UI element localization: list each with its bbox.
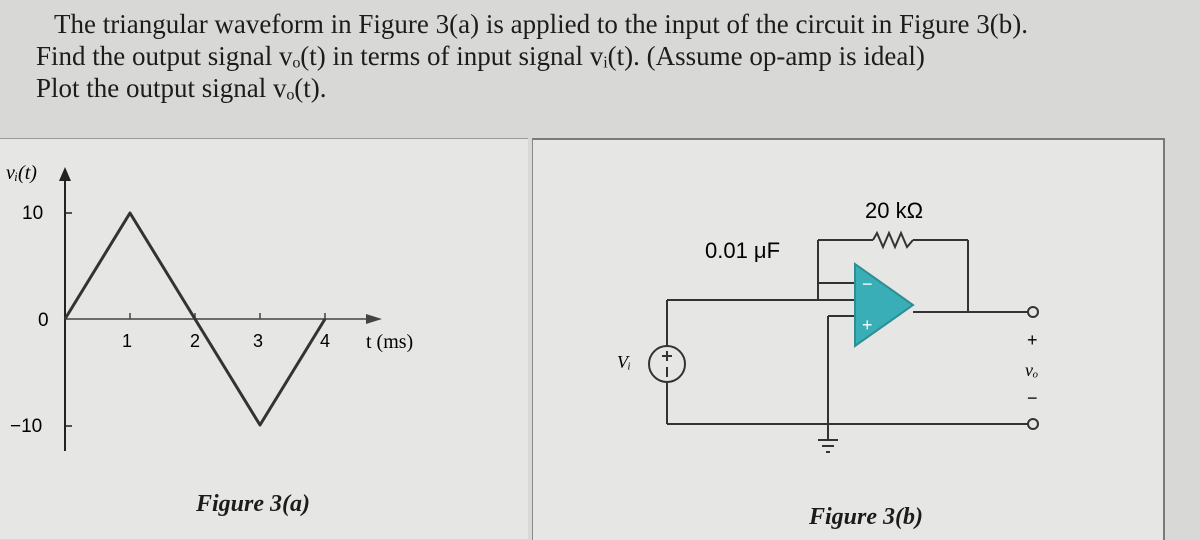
- y-axis-label: vᵢ(t): [6, 162, 37, 184]
- figure-3a: [0, 138, 528, 539]
- x-axis-label: t (ms): [366, 331, 414, 353]
- opamp-plus-label: +: [862, 315, 873, 335]
- opamp-minus-label: −: [862, 274, 873, 294]
- output-label: vₒ: [1025, 360, 1039, 380]
- resistor-label: 20 kΩ: [865, 198, 924, 223]
- figure-3a-caption: Figure 3(a): [196, 491, 310, 517]
- x-axis-arrow-icon: [366, 314, 382, 324]
- capacitor-label: 0.01 μF: [705, 238, 781, 263]
- x-tick-4: 4: [320, 331, 331, 351]
- y-tick-0: 0: [38, 310, 49, 331]
- output-terminal-plus: [1028, 307, 1038, 317]
- y-tick-10: 10: [22, 203, 44, 224]
- circuit-schematic: [533, 140, 1163, 540]
- resistor-zigzag: [873, 233, 913, 247]
- output-terminal-minus: [1028, 419, 1038, 429]
- output-minus-label: −: [1027, 388, 1038, 408]
- x-tick-2: 2: [190, 331, 201, 351]
- problem-line-2: Find the output signal vₒ(t) in terms of input signal vᵢ(t). (Assume op-amp is ideal): [36, 41, 925, 71]
- waveform-plot: [0, 139, 528, 539]
- figure-3b: [532, 138, 1165, 540]
- output-plus-label: +: [1027, 330, 1038, 350]
- problem-line-1: The triangular waveform in Figure 3(a) is applied to the input of the circuit in Figure 3(b).: [54, 9, 1028, 39]
- problem-statement: [36, 8, 1156, 104]
- problem-line-3: Plot the output signal vₒ(t).: [36, 73, 327, 103]
- y-axis-arrow-icon: [59, 167, 71, 181]
- figure-3b-caption: Figure 3(b): [809, 504, 923, 530]
- x-tick-3: 3: [253, 331, 264, 351]
- x-tick-1: 1: [122, 331, 133, 351]
- y-tick-neg10: −10: [10, 416, 43, 437]
- source-label: Vᵢ: [617, 352, 631, 372]
